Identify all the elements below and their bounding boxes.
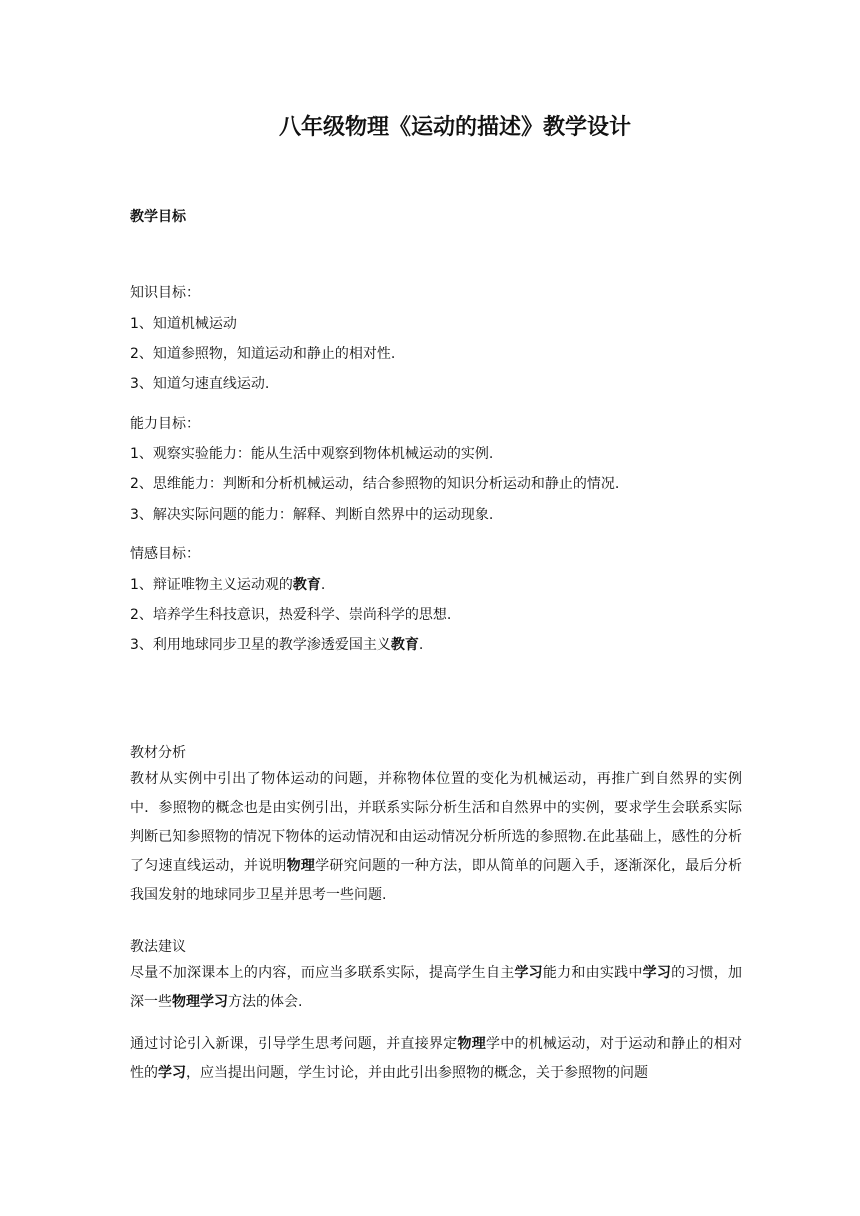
emotion-item-3-end: . [418, 637, 424, 653]
ability-item-3: 3、解决实际问题的能力：解释、判断自然界中的运动现象. [130, 507, 494, 523]
analysis-paragraph [130, 765, 742, 910]
method-p2-text-c: 学中的机械运动，对于运动和静止的相对性的 [130, 1036, 743, 1081]
knowledge-item-3: 3、知道匀速直线运动. [130, 376, 270, 392]
emotion-item-1-text: 1、辩证唯物主义运动观的 [130, 577, 293, 593]
knowledge-label: 知识目标： [130, 285, 200, 301]
method-paragraph-1 [130, 959, 742, 1017]
emotion-item-3-text: 3、利用地球同步卫星的教学渗透爱国主义 [130, 637, 391, 653]
ability-item-1: 1、观察实验能力：能从生活中观察到物体机械运动的实例. [130, 446, 494, 462]
ability-label: 能力目标： [130, 416, 200, 432]
method-p1-bold-d: 学习 [642, 965, 672, 981]
method-p1-text-c: 能力和由实践中 [542, 965, 643, 981]
method-p1-text-e: 的习惯，加深一些 [130, 965, 743, 1010]
emotion-item-3-bold: 教育 [390, 637, 419, 653]
objectives-heading: 教学目标 [130, 209, 186, 225]
method-p2-text-e: ，应当提出问题，学生讨论，并由此引出参照物的概念，关于参照物的问题 [186, 1065, 648, 1081]
method-p1-text-g: 方法的体会. [228, 994, 303, 1010]
method-p1-bold-f: 物理学习 [172, 994, 228, 1010]
method-heading: 教法建议 [130, 939, 186, 955]
emotion-item-1 [130, 574, 325, 594]
knowledge-item-1: 1、知道机械运动 [130, 316, 237, 332]
knowledge-item-2: 2、知道参照物，知道运动和静止的相对性. [130, 346, 396, 362]
emotion-item-1-end: . [320, 577, 326, 593]
method-p1-text-a: 尽量不加深课本上的内容，而应当多联系实际，提高学生自主 [130, 965, 515, 981]
method-paragraph-2 [130, 1030, 742, 1088]
ability-item-2: 2、思维能力：判断和分析机械运动，结合参照物的知识分析运动和静止的情况. [130, 476, 620, 492]
method-p2-bold-d: 学习 [158, 1065, 186, 1081]
analysis-heading: 教材分析 [130, 745, 186, 761]
method-p2-bold-b: 物理 [457, 1036, 486, 1052]
document-title: 八年级物理《运动的描述》教学设计 [278, 115, 631, 140]
analysis-text: 教材从实例中引出了物体运动的问题，并称物体位置的变化为机械运动，再推广到自然界的实例中．参照物的概念也是由实例引出，并联系实际分析生活和自然界中的实例，要求学生会联系实际判断已知参照物的情况下物体的运动情况和由运动情况分析所选的参照物.在此基础上，感性的分析了匀速直线运动，并说明 [130, 771, 742, 874]
emotion-item-2: 2、培养学生科技意识，热爱科学、崇尚科学的思想. [130, 607, 452, 623]
emotion-item-3 [130, 634, 423, 654]
method-p2-text-a: 通过讨论引入新课，引导学生思考问题，并直接界定 [130, 1036, 458, 1052]
analysis-bold: 物理 [286, 858, 316, 874]
analysis-text-end: 学研究问题的一种方法，即从简单的问题入手，逐渐深化，最后分析我国发射的地球同步卫星并思考一些问题. [130, 858, 743, 903]
emotion-label: 情感目标： [130, 546, 200, 562]
emotion-item-1-bold: 教育 [292, 577, 321, 593]
method-p1-bold-b: 学习 [514, 965, 543, 981]
